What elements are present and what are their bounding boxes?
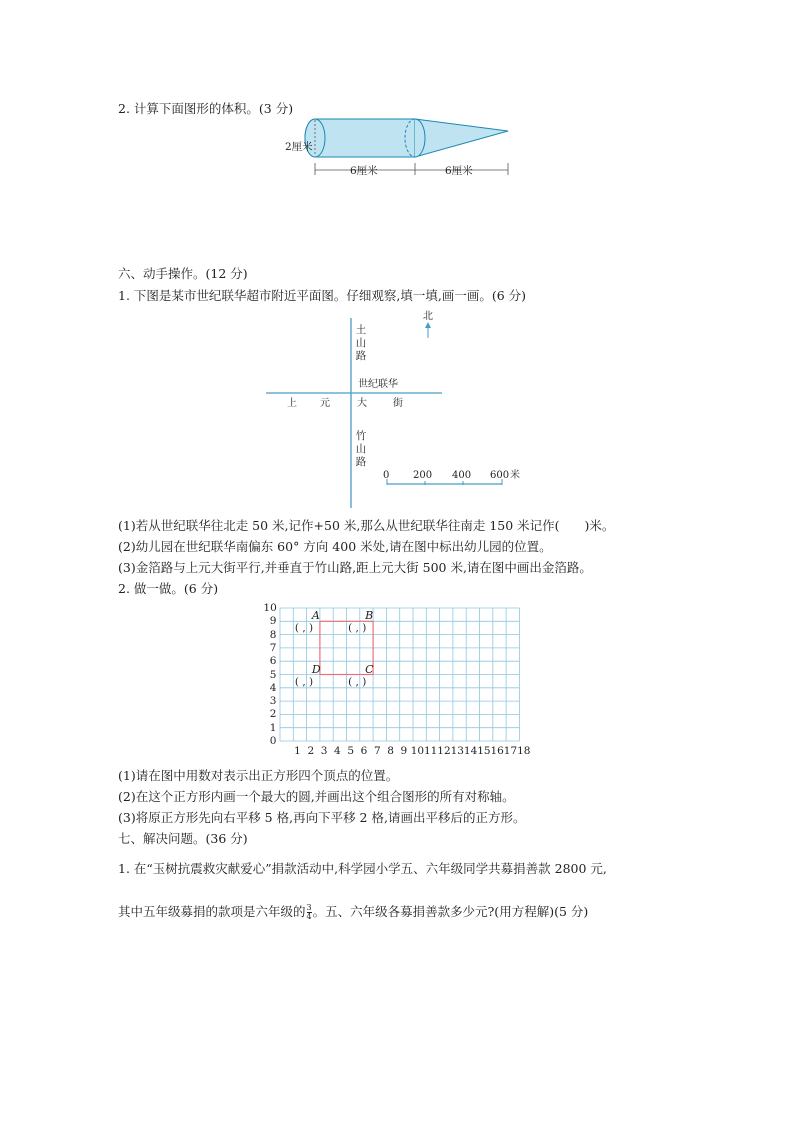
x-axis-label: 10 [410,745,425,757]
y-axis-label: 1 [269,721,277,734]
p1-line-2-end: 。五、六年级各募捐善款多少元?(用方程解)(5 分) [312,904,589,919]
fraction-three-quarters [307,904,312,921]
y-axis-label: 8 [269,628,277,641]
q1-item-2: (2)幼儿园在世纪联华南偏东 60° 方向 400 米处,请在图中标出幼儿园的位置。 [118,539,552,554]
vertex-label-b: B [365,609,374,623]
scale-tick-600: 600 [490,470,510,481]
p1-line-2-start: 其中五年级募捐的款项是六年级的 [118,904,306,919]
vertex-coordinate-blank-d: ( , ) [294,675,314,688]
cone-length-label: 6厘米 [445,165,473,177]
x-axis-label: 9 [400,745,408,757]
x-axis-label: 6 [360,745,368,757]
x-axis-label: 17 [503,745,518,757]
street-left-char-1: 上 [287,398,297,409]
scale-tick-0: 0 [383,470,390,481]
y-axis-label: 7 [269,641,277,654]
street-right-char-2: 街 [393,398,403,409]
x-axis-label: 13 [450,745,464,757]
y-axis-label: 9 [269,615,277,628]
y-axis-label: 0 [269,735,277,747]
x-axis-label: 12 [437,745,451,757]
road-south-char-2: 山 [355,443,367,455]
x-axis-label: 14 [463,745,478,757]
road-south-char-3: 路 [355,456,367,468]
scale-tick-200: 200 [413,470,433,481]
store-label: 世纪联华 [358,379,398,390]
vertex-label-a: A [311,609,320,623]
q1-item-1: (1)若从世纪联华往北走 50 米,记作+50 米,那么从世纪联华往南走 150 米记作( )米。 [118,518,615,533]
road-north-char-1: 土 [355,324,367,336]
street-left-char-2: 元 [320,398,330,409]
q1-item-3: (3)金箔路与上元大街平行,并垂直于竹山路,距上元大街 500 米,请在图中画出金箔路。 [118,560,592,575]
section-6-heading: 六、动手操作。(12 分) [118,266,248,281]
vertex-label-d: D [311,662,321,676]
section-7-p1-line-2 [118,904,588,921]
cylinder-length-label: 6厘米 [350,165,378,177]
y-axis-label: 2 [269,708,277,721]
x-axis-label: 4 [334,745,341,757]
fraction-numerator: 3 [306,903,312,912]
problem-2-title: 2. 计算下面图形的体积。(3 分) [118,101,294,116]
section-6-q2-title: 2. 做一做。(6 分) [118,581,219,596]
y-axis-label: 3 [269,695,277,708]
street-right-char-1: 大 [357,398,367,409]
x-axis-label: 7 [373,745,381,757]
y-axis-label: 4 [269,681,277,694]
x-axis-label: 5 [347,745,355,757]
road-south-char-1: 竹 [355,430,367,442]
y-axis-label: 5 [269,668,277,681]
vertex-coordinate-blank-b: ( , ) [348,622,367,635]
vertex-coordinate-blank-c: ( , ) [348,675,367,688]
x-axis-label: 8 [387,745,394,757]
vertex-label-c: C [365,662,374,676]
y-axis-label: 10 [263,602,277,614]
scale-unit: 米 [510,470,520,481]
vertex-coordinate-blank-a: ( , ) [294,622,314,635]
scale-tick-400: 400 [452,470,472,481]
section-6-q1-title: 1. 下图是某市世纪联华超市附近平面图。仔细观察,填一填,画一画。(6 分) [118,288,527,303]
x-axis-label: 2 [307,745,315,757]
road-north-char-2: 山 [355,337,367,349]
q2-item-3: (3)将原正方形先向右平移 5 格,再向下平移 2 格,请画出平移后的正方形。 [118,810,526,825]
y-axis-label: 6 [269,655,277,668]
section-7-heading: 七、解决问题。(36 分) [118,831,248,846]
fraction-denominator: 4 [306,912,312,921]
q2-item-2: (2)在这个正方形内画一个最大的圆,并画出这个组合图形的所有对称轴。 [118,789,515,804]
x-axis-label: 1 [294,745,301,757]
x-axis-label: 16 [490,745,504,757]
x-axis-label: 15 [477,745,491,757]
x-axis-label: 18 [517,745,531,757]
diameter-label: 2厘米 [285,141,313,153]
road-north-char-3: 路 [355,350,367,362]
section-7-p1-line-1: 1. 在“玉树抗震救灾献爱心”捐款活动中,科学园小学五、六年级同学共募捐善款 2800 元, [118,861,607,876]
x-axis-label: 11 [424,745,438,757]
q2-item-1: (1)请在图中用数对表示出正方形四个顶点的位置。 [118,768,399,783]
north-label: 北 [423,311,433,322]
x-axis-label: 3 [320,745,328,757]
